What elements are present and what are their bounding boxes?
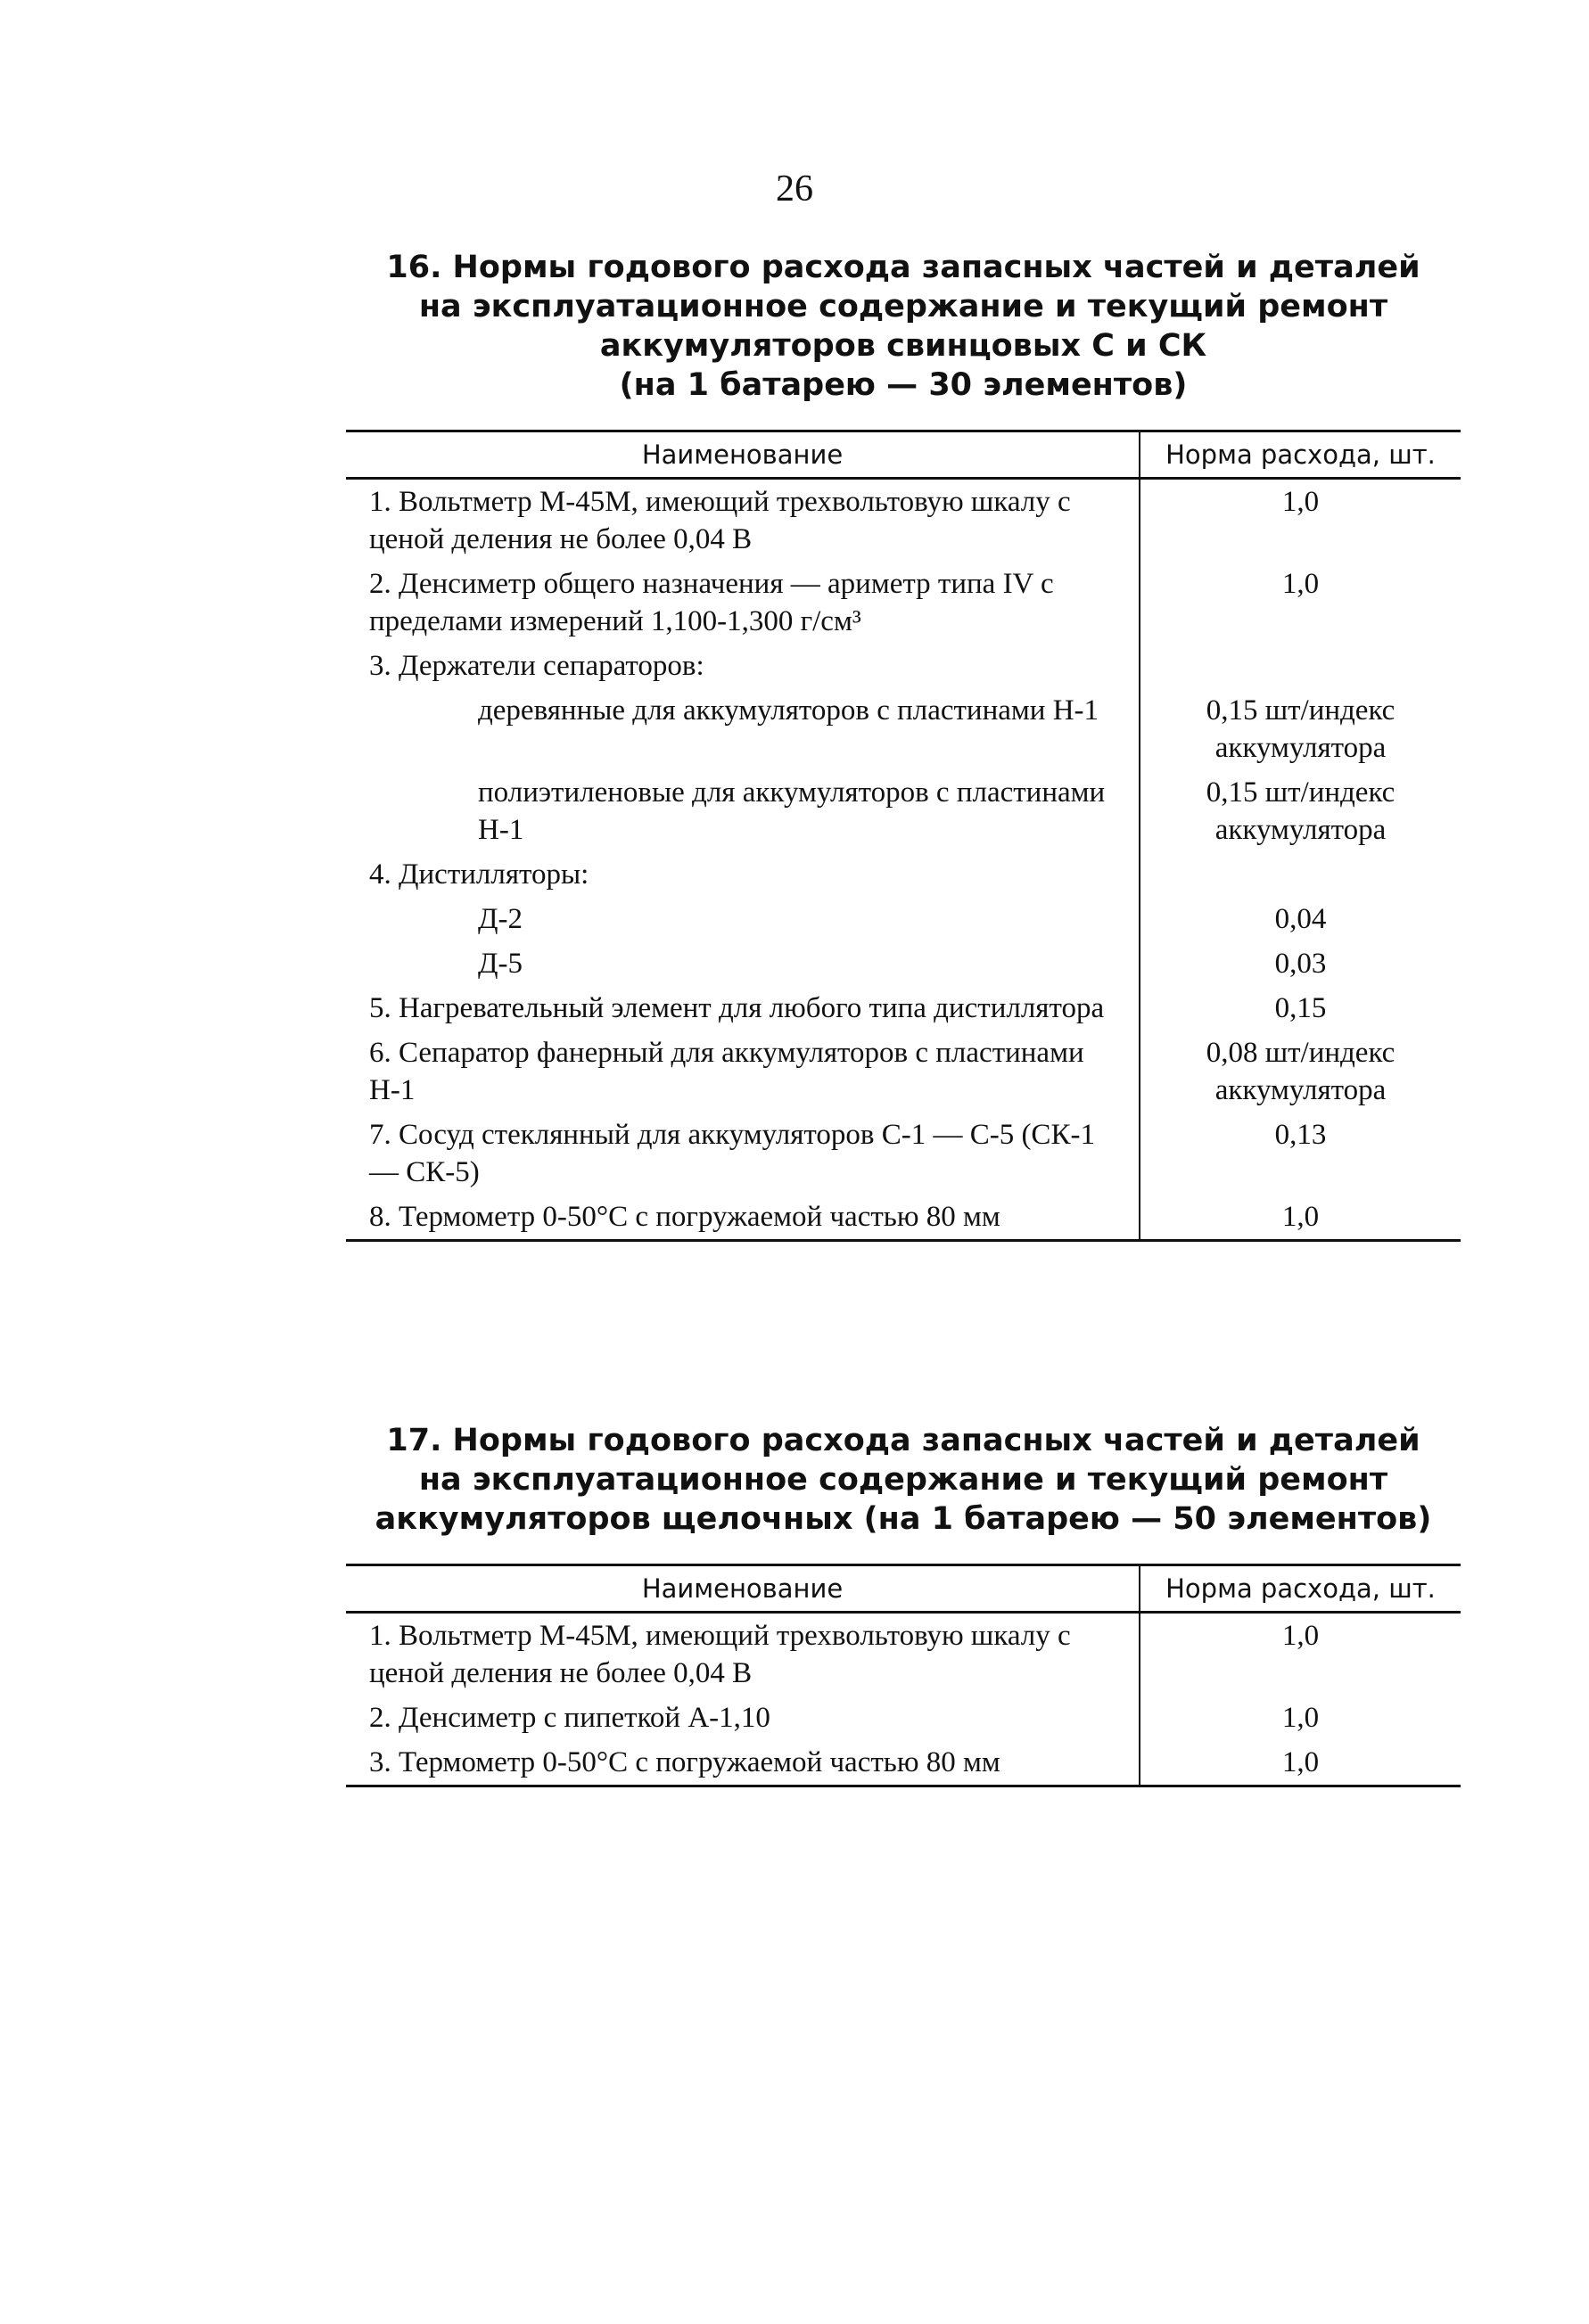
table-row (346, 1031, 1461, 1113)
table-row (346, 479, 1461, 563)
row-value (1140, 644, 1461, 688)
table-row (346, 1113, 1461, 1195)
column-header-norm: Норма расхода, шт. (1140, 431, 1461, 479)
title-line: на эксплуатационное содержание и текущий ремонт (418, 289, 1388, 324)
row-name: 5. Нагревательный элемент для любого типа дистиллятора (346, 986, 1140, 1031)
row-name: 1. Вольтметр М-45М, имеющий трехвольтовую шкалу с ценой деления не более 0,04 В (346, 479, 1140, 563)
row-value: 1,0 (1281, 1702, 1320, 1734)
title-line: на эксплуатационное содержание и текущий ремонт (418, 1462, 1388, 1498)
row-value: 0,15 шт/индекс аккумулятора (1206, 694, 1396, 764)
row-name: 8. Термометр 0-50°С с погружаемой частью 80 мм (346, 1195, 1140, 1241)
table-16-title (346, 248, 1461, 405)
row-name: 1. Вольтметр М-45М, имеющий трехвольтовую шкалу с ценой деления не более 0,04 В (346, 1613, 1140, 1696)
row-value: 1,0 (1281, 486, 1320, 518)
table-row (346, 688, 1461, 770)
row-name: полиэтиленовые для аккумуляторов с пластинами Н-1 (346, 770, 1140, 852)
row-value: 0,03 (1274, 948, 1327, 980)
table-row (346, 1696, 1461, 1740)
table-header-row (346, 1565, 1461, 1613)
table-row (346, 562, 1461, 644)
page-number: 26 (776, 168, 813, 209)
table-17-section (346, 1421, 1461, 1787)
table-17-title (346, 1421, 1461, 1539)
table-row (346, 986, 1461, 1031)
table-row (346, 1195, 1461, 1241)
row-value: 0,04 (1274, 903, 1327, 935)
row-name: 4. Дистилляторы: (346, 852, 1140, 897)
row-name: Д-5 (346, 941, 1140, 986)
title-line: 16. Нормы годового расхода запасных частей и деталей (386, 250, 1420, 285)
title-line: (на 1 батарею — 30 элементов) (619, 367, 1188, 403)
column-header-name: Наименование (346, 1565, 1140, 1613)
table-row (346, 770, 1461, 852)
title-line: 17. Нормы годового расхода запасных частей и деталей (386, 1423, 1420, 1458)
title-line: аккумуляторов щелочных (на 1 батарею — 50 элементов) (375, 1501, 1432, 1537)
row-value: 0,08 шт/индекс аккумулятора (1206, 1037, 1396, 1106)
row-value: 0,13 (1274, 1119, 1327, 1151)
row-value: 0,15 (1274, 992, 1327, 1024)
row-name: 6. Сепаратор фанерный для аккумуляторов с пластинами Н-1 (346, 1031, 1140, 1113)
row-value: 1,0 (1281, 1620, 1320, 1652)
table-row (346, 1613, 1461, 1696)
row-name: деревянные для аккумуляторов с пластинами Н-1 (346, 688, 1140, 770)
row-name: 2. Денсиметр общего назначения — ариметр типа IV с пределами измерений 1,100-1,300 г/см³ (346, 562, 1140, 644)
table-header-row (346, 431, 1461, 479)
row-value: 1,0 (1140, 1740, 1461, 1786)
table-row (346, 644, 1461, 688)
row-name: 3. Термометр 0-50°С с погружаемой частью 80 мм (346, 1740, 1140, 1786)
table-row (346, 1740, 1461, 1786)
column-header-name: Наименование (346, 431, 1140, 479)
row-value (1140, 852, 1461, 897)
table-row (346, 897, 1461, 941)
row-value: 1,0 (1281, 568, 1320, 600)
column-header-norm: Норма расхода, шт. (1140, 1565, 1461, 1613)
table-16-section (346, 248, 1461, 1242)
table-row (346, 852, 1461, 897)
table-row (346, 941, 1461, 986)
row-name: 7. Сосуд стеклянный для аккумуляторов С-1 — С-5 (СК-1 — СК-5) (346, 1113, 1140, 1195)
row-name: 2. Денсиметр с пипеткой А-1,10 (346, 1696, 1140, 1740)
table-17 (346, 1564, 1461, 1787)
title-line: аккумуляторов свинцовых С и СК (599, 328, 1207, 364)
row-name: Д-2 (346, 897, 1140, 941)
row-value: 1,0 (1140, 1195, 1461, 1241)
row-value: 0,15 шт/индекс аккумулятора (1206, 776, 1396, 846)
row-name: 3. Держатели сепараторов: (346, 644, 1140, 688)
table-16 (346, 430, 1461, 1242)
